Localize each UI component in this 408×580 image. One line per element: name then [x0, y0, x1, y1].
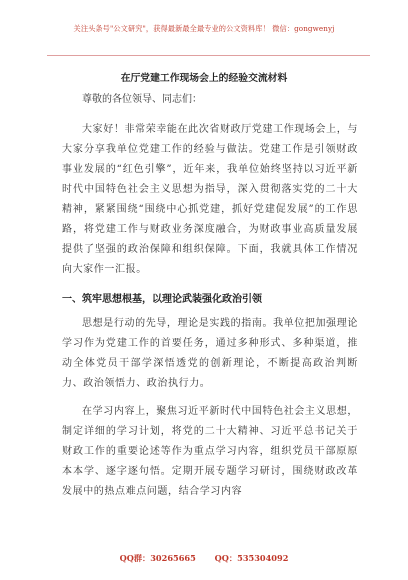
footer-qq: QQ：535304092 [214, 553, 289, 563]
section-heading-1: 一、筑牢思想根基，以理论武装强化政治引领 [62, 294, 262, 305]
salutation: 尊敬的各位领导、同志们： [82, 94, 202, 105]
section1-paragraph-1: 思想是行动的先导，理论是实践的指南。我单位把加强理论学习作为党建工作的首要任务，通过多种形式、多种渠道，推动全体党员干部学深悟透党的创新理论，不断提高政治判断力、政治领悟力、政治执行力。 [62, 318, 358, 389]
header-divider [47, 55, 370, 56]
footer-contact [0, 553, 408, 564]
footer-qq-group: QQ群：30265665 [119, 553, 196, 563]
document-title: 在厅党建工作现场会上的经验交流材料 [120, 73, 288, 84]
section1-paragraph-2: 在学习内容上，聚焦习近平新时代中国特色社会主义思想，制定详细的学习计划，将党的二十大精神、习近平总书记关于财政工作的重要论述等作为重点学习内容，组织党员干部原原本本学、逐字逐句悟。定期开展专题学习研讨，围绕财政改革发展中的热点难点问题，结合学习内容 [62, 406, 358, 497]
intro-paragraph: 大家好！非常荣幸能在此次省财政厅党建工作现场会上，与大家分享我单位党建工作的经验与做法。党建工作是引领财政事业发展的“红色引擎”，近年来，我单位始终坚持以习近平新时代中国特色社会主义思想为指导，深入贯彻落实党的二十大精神，紧紧围绕“围绕中心抓党建，抓好党建促发展”的工作思路，将党建工作与财政业务深度融合，为财政事业高质量发展提供了坚强的政治保障和组织保障。下面，我就具体工作情况向大家作一汇报。 [62, 124, 358, 275]
document-body [62, 90, 358, 502]
header-banner: 关注头条号"公文研究"，获得最新最全最专业的公文资料库！ 微信：gongwenyj [73, 24, 335, 33]
